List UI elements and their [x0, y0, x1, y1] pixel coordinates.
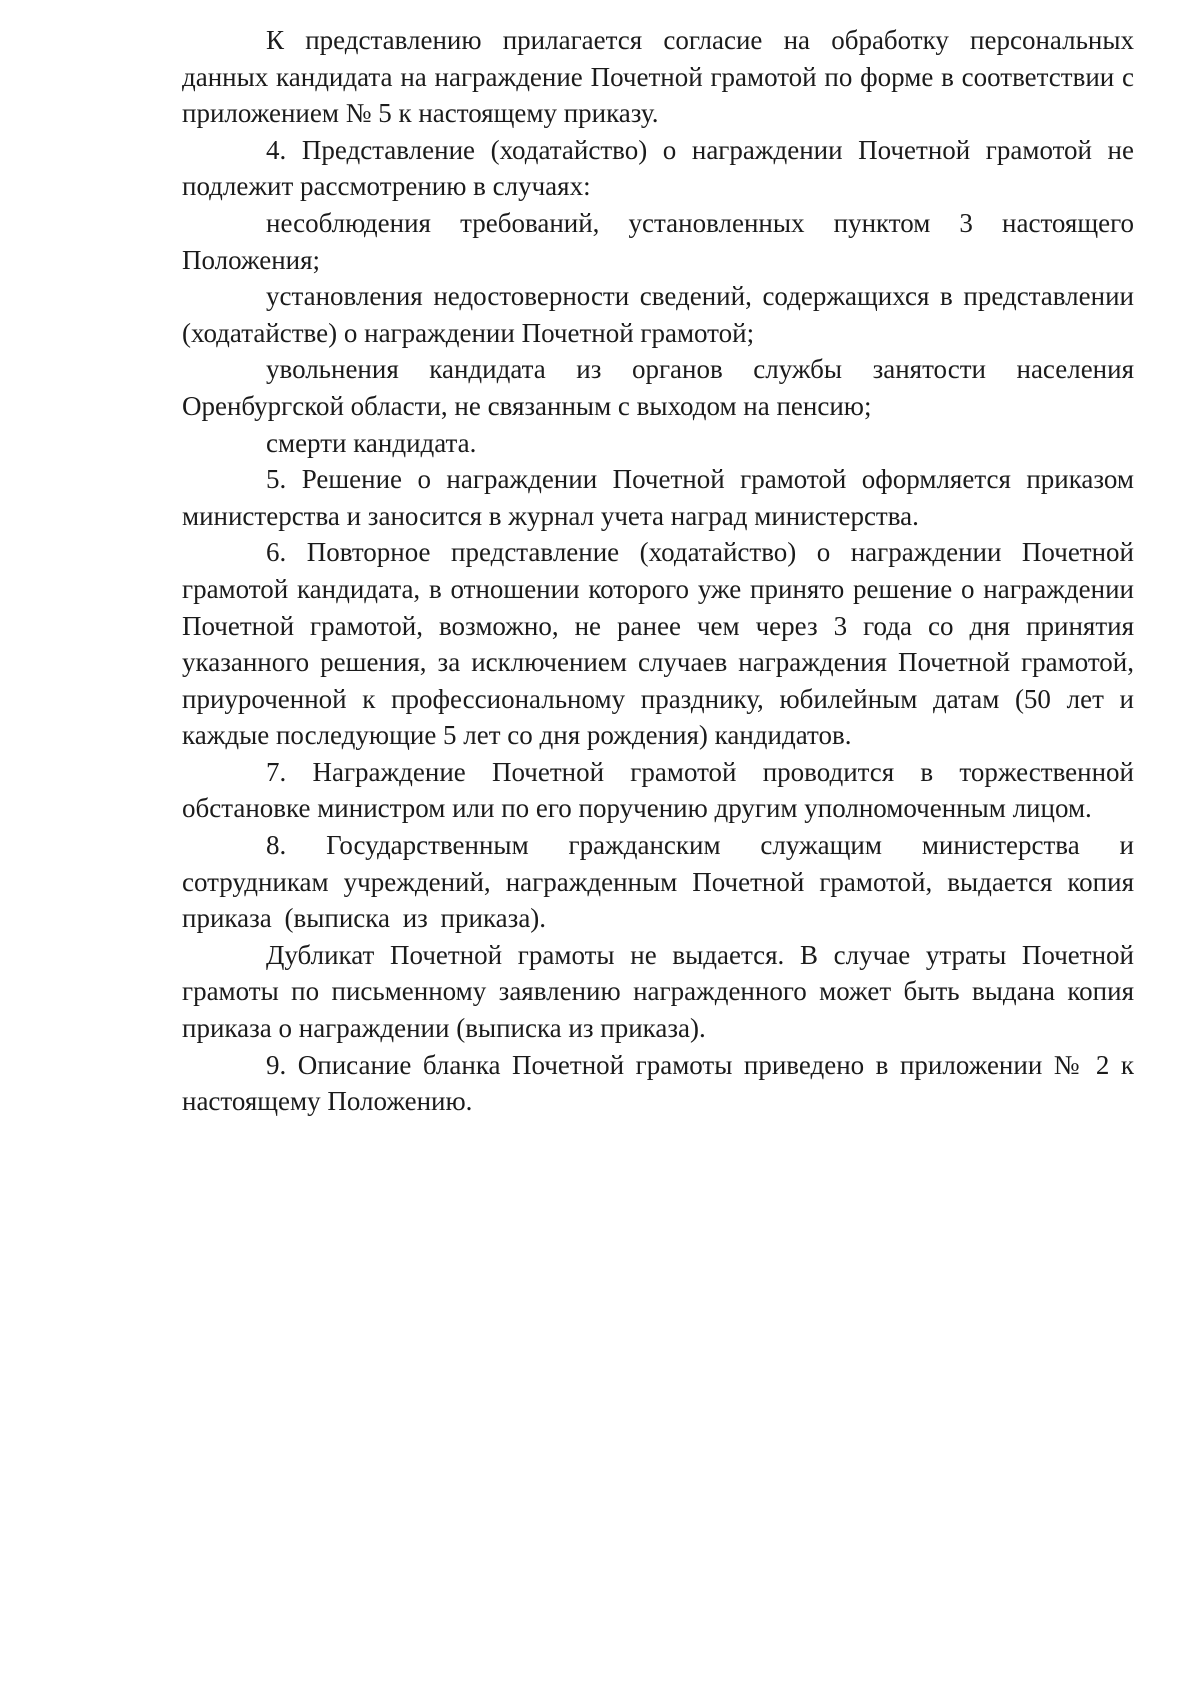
- paragraph-item-5: 5. Решение о награждении Почетной грамотой оформляется приказом министерства и заносится в журнал учета наград министерства.: [182, 464, 1134, 531]
- paragraph-item-4: 4. Представление (ходатайство) о награждении Почетной грамотой не подлежит рассмотрению в случаях:: [182, 134, 1134, 202]
- paragraph-item-4-case-4: смерти кандидата.: [266, 427, 477, 458]
- paragraph-item-8: 8. Государственным гражданским служащим министерства и сотрудникам учреждений, награжденным Почетной грамотой, выдается копия приказа (выписка из приказа).: [182, 830, 1134, 934]
- paragraph-item-4-case-2: установления недостоверности сведений, содержащихся в представлении (ходатайстве) о награждении Почетной грамотой;: [182, 281, 1134, 348]
- paragraph-duplicate: Дубликат Почетной грамоты не выдается. В случае утраты Почетной грамоты по письменному заявлению награжденного может быть выдана копия приказа о награждении (выписка из приказа).: [182, 939, 1134, 1044]
- paragraph-item-4-case-3: увольнения кандидата из органов службы занятости населения Оренбургской области, не связанным с выходом на пенсию;: [182, 354, 1134, 421]
- paragraph-item-4-case-1: несоблюдения требований, установленных пунктом 3 настоящего Положения;: [182, 207, 1134, 275]
- paragraph-item-7: 7. Награждение Почетной грамотой проводится в торжественной обстановке министром или по его поручению другим уполномоченным лицом.: [182, 756, 1134, 824]
- document-body: [182, 22, 1134, 1120]
- paragraph-consent-attachment: К представлению прилагается согласие на обработку персональных данных кандидата на награждение Почетной грамотой по форме в соответствии с приложением № 5 к настоящему приказу.: [182, 25, 1134, 129]
- paragraph-item-9: 9. Описание бланка Почетной грамоты приведено в приложении № 2 к настоящему Положению.: [182, 1049, 1134, 1117]
- paragraph-item-6: 6. Повторное представление (ходатайство) о награждении Почетной грамотой кандидата, в отношении которого уже принято решение о награждении Почетной грамотой, возможно, не ранее чем через 3 года со дня принятия указанного решения, за исключением случаев награждения Почетной грамотой, приуроченной к профессиональному празднику, юбилейным датам (50 лет и каждые последующие 5 лет со дня рождения) кандидатов.: [182, 537, 1134, 751]
